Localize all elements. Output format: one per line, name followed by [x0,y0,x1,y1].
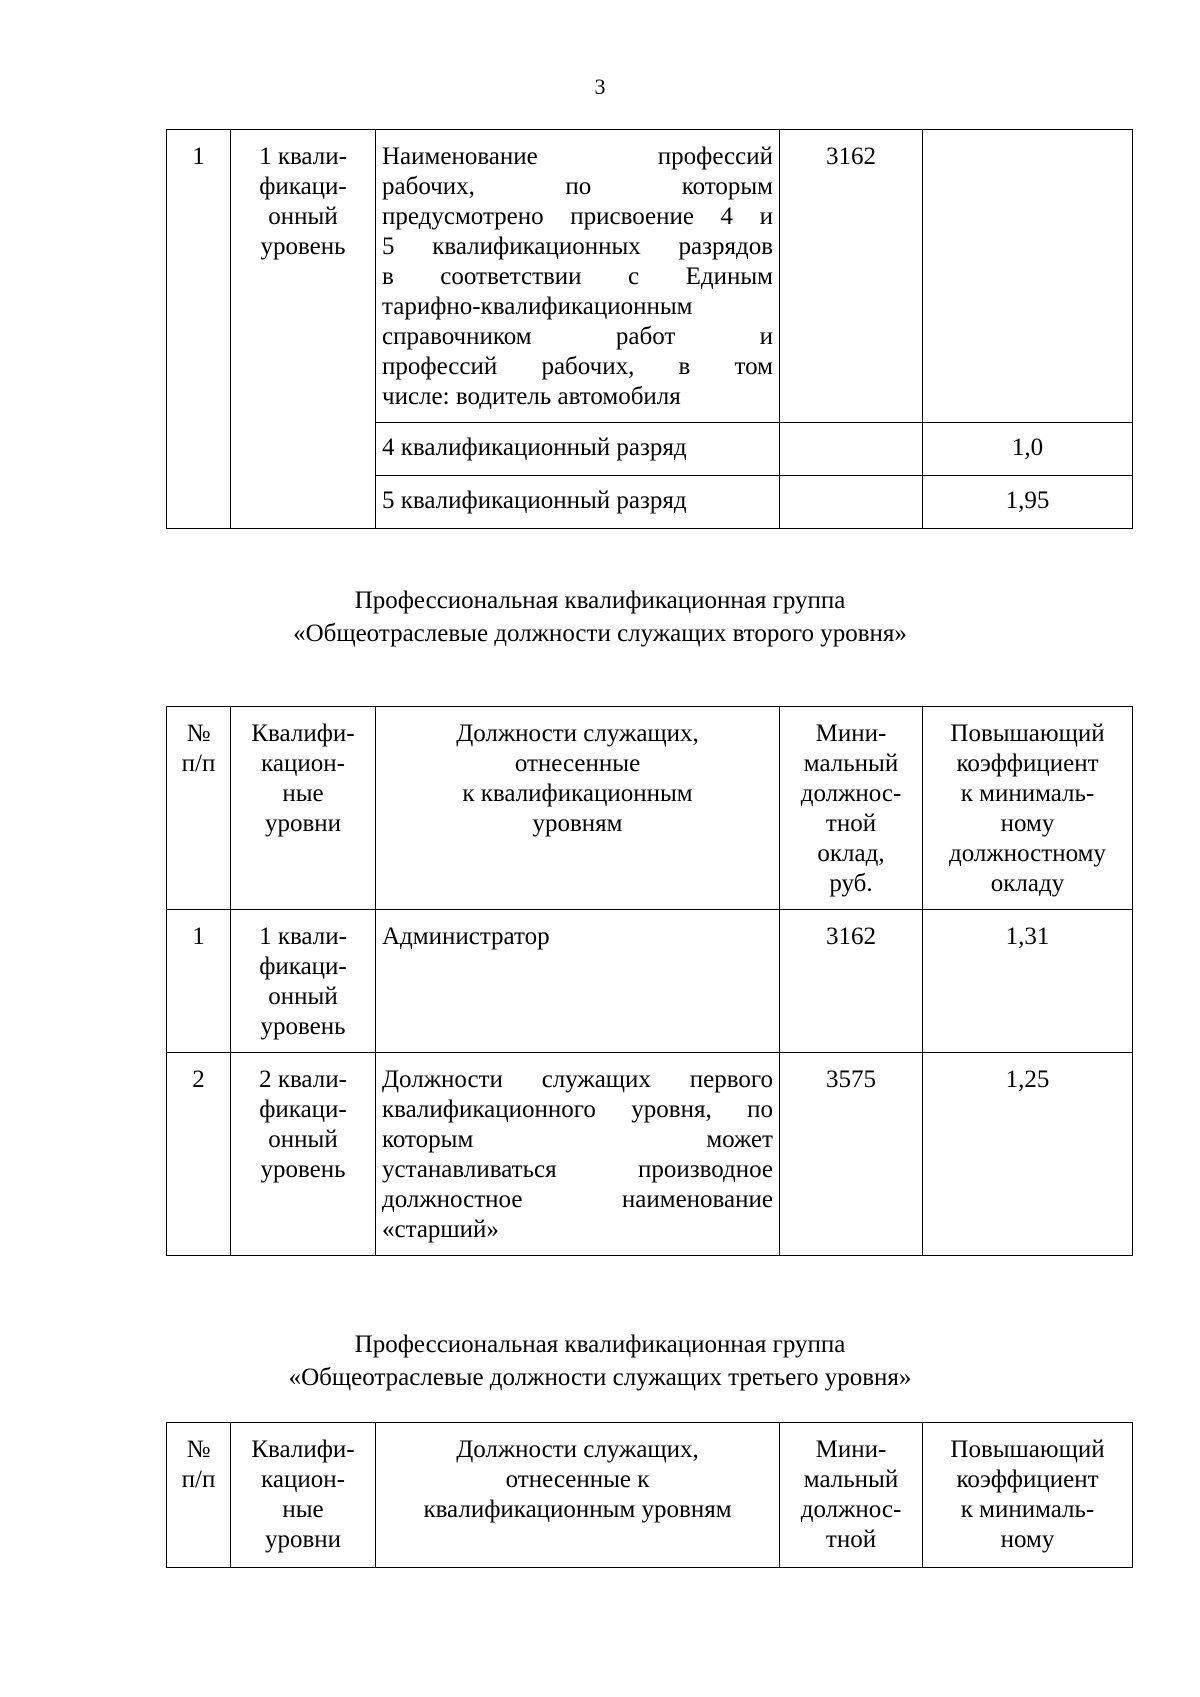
table-row [167,910,1133,1053]
header-salary: Мини- мальный должнос- тной оклад, руб. [780,707,923,910]
table-row [167,1053,1133,1256]
description-line: должностное наименование [382,1186,773,1213]
row-number: 1 [167,910,231,1053]
min-salary: 3575 [780,1053,923,1256]
description-line: Должности служащих первого [382,1066,773,1093]
description-line: устанавливаться производное [382,1156,773,1183]
grade-label: 5 квалификационный разряд [376,476,780,529]
coefficient: 1,25 [923,1053,1133,1256]
description-line: рабочих, по которым [382,173,773,200]
header-positions: Должности служащих, отнесенные к квалификационным уровням [376,1423,780,1568]
description-line: предусмотрено присвоение 4 и [382,203,773,230]
row-number: 2 [167,1053,231,1256]
description-line: числе: водитель автомобиля [382,383,681,410]
min-salary [780,423,923,476]
section-heading: Профессиональная квалификационная группа «Общеотраслевые должности служащих третьего уровня» [288,1331,912,1391]
grade-label: 4 квалификационный разряд [376,423,780,476]
header-number: № п/п [167,1423,231,1568]
table-third-level-positions [166,1422,1133,1568]
min-salary: 3162 [780,130,923,423]
min-salary [780,476,923,529]
description-line: тарифно-квалификационным [382,293,693,320]
header-positions: Должности служащих, отнесенные к квалификационным уровням [376,707,780,910]
page-number: 3 [594,74,606,99]
qualification-level: 2 квали- фикаци- онный уровень [231,1053,376,1256]
section-heading: Профессиональная квалификационная группа «Общеотраслевые должности служащих второго уровня» [293,587,907,647]
description-line: профессий рабочих, в том [382,353,773,380]
description-line: в соответствии с Единым [382,263,773,290]
description-line: «старший» [382,1216,499,1243]
coefficient [923,130,1133,423]
qualification-level: 1 квали- фикаци- онный уровень [231,910,376,1053]
description-line: квалификационного уровня, по [382,1096,773,1123]
header-number: № п/п [167,707,231,910]
header-coefficient: Повышающий коэффициент к минималь- ному должностному окладу [923,707,1133,910]
coefficient: 1,0 [923,423,1133,476]
description-line: Наименование профессий [382,143,773,170]
table-row [167,130,1133,423]
table-header-row [167,1423,1133,1568]
header-level: Квалифи- кацион- ные уровни [231,1423,376,1568]
position-description [376,910,780,1053]
coefficient: 1,95 [923,476,1133,529]
qualification-level: 1 квали- фикаци- онный уровень [231,130,376,529]
min-salary: 3162 [780,910,923,1053]
description-line: которым может [382,1126,773,1153]
table-header-row [167,707,1133,910]
coefficient: 1,31 [923,910,1133,1053]
description-line: Администратор [382,923,550,950]
table-second-level-positions [166,706,1133,1256]
description-line: справочником работ и [382,323,773,350]
description-line: 5 квалификационных разрядов [382,233,773,260]
position-description [376,1053,780,1256]
table-workers-continued [166,129,1133,529]
position-description [376,130,780,423]
row-number: 1 [167,130,231,529]
header-salary: Мини- мальный должнос- тной [780,1423,923,1568]
header-level: Квалифи- кацион- ные уровни [231,707,376,910]
header-coefficient: Повышающий коэффициент к минималь- ному [923,1423,1133,1568]
